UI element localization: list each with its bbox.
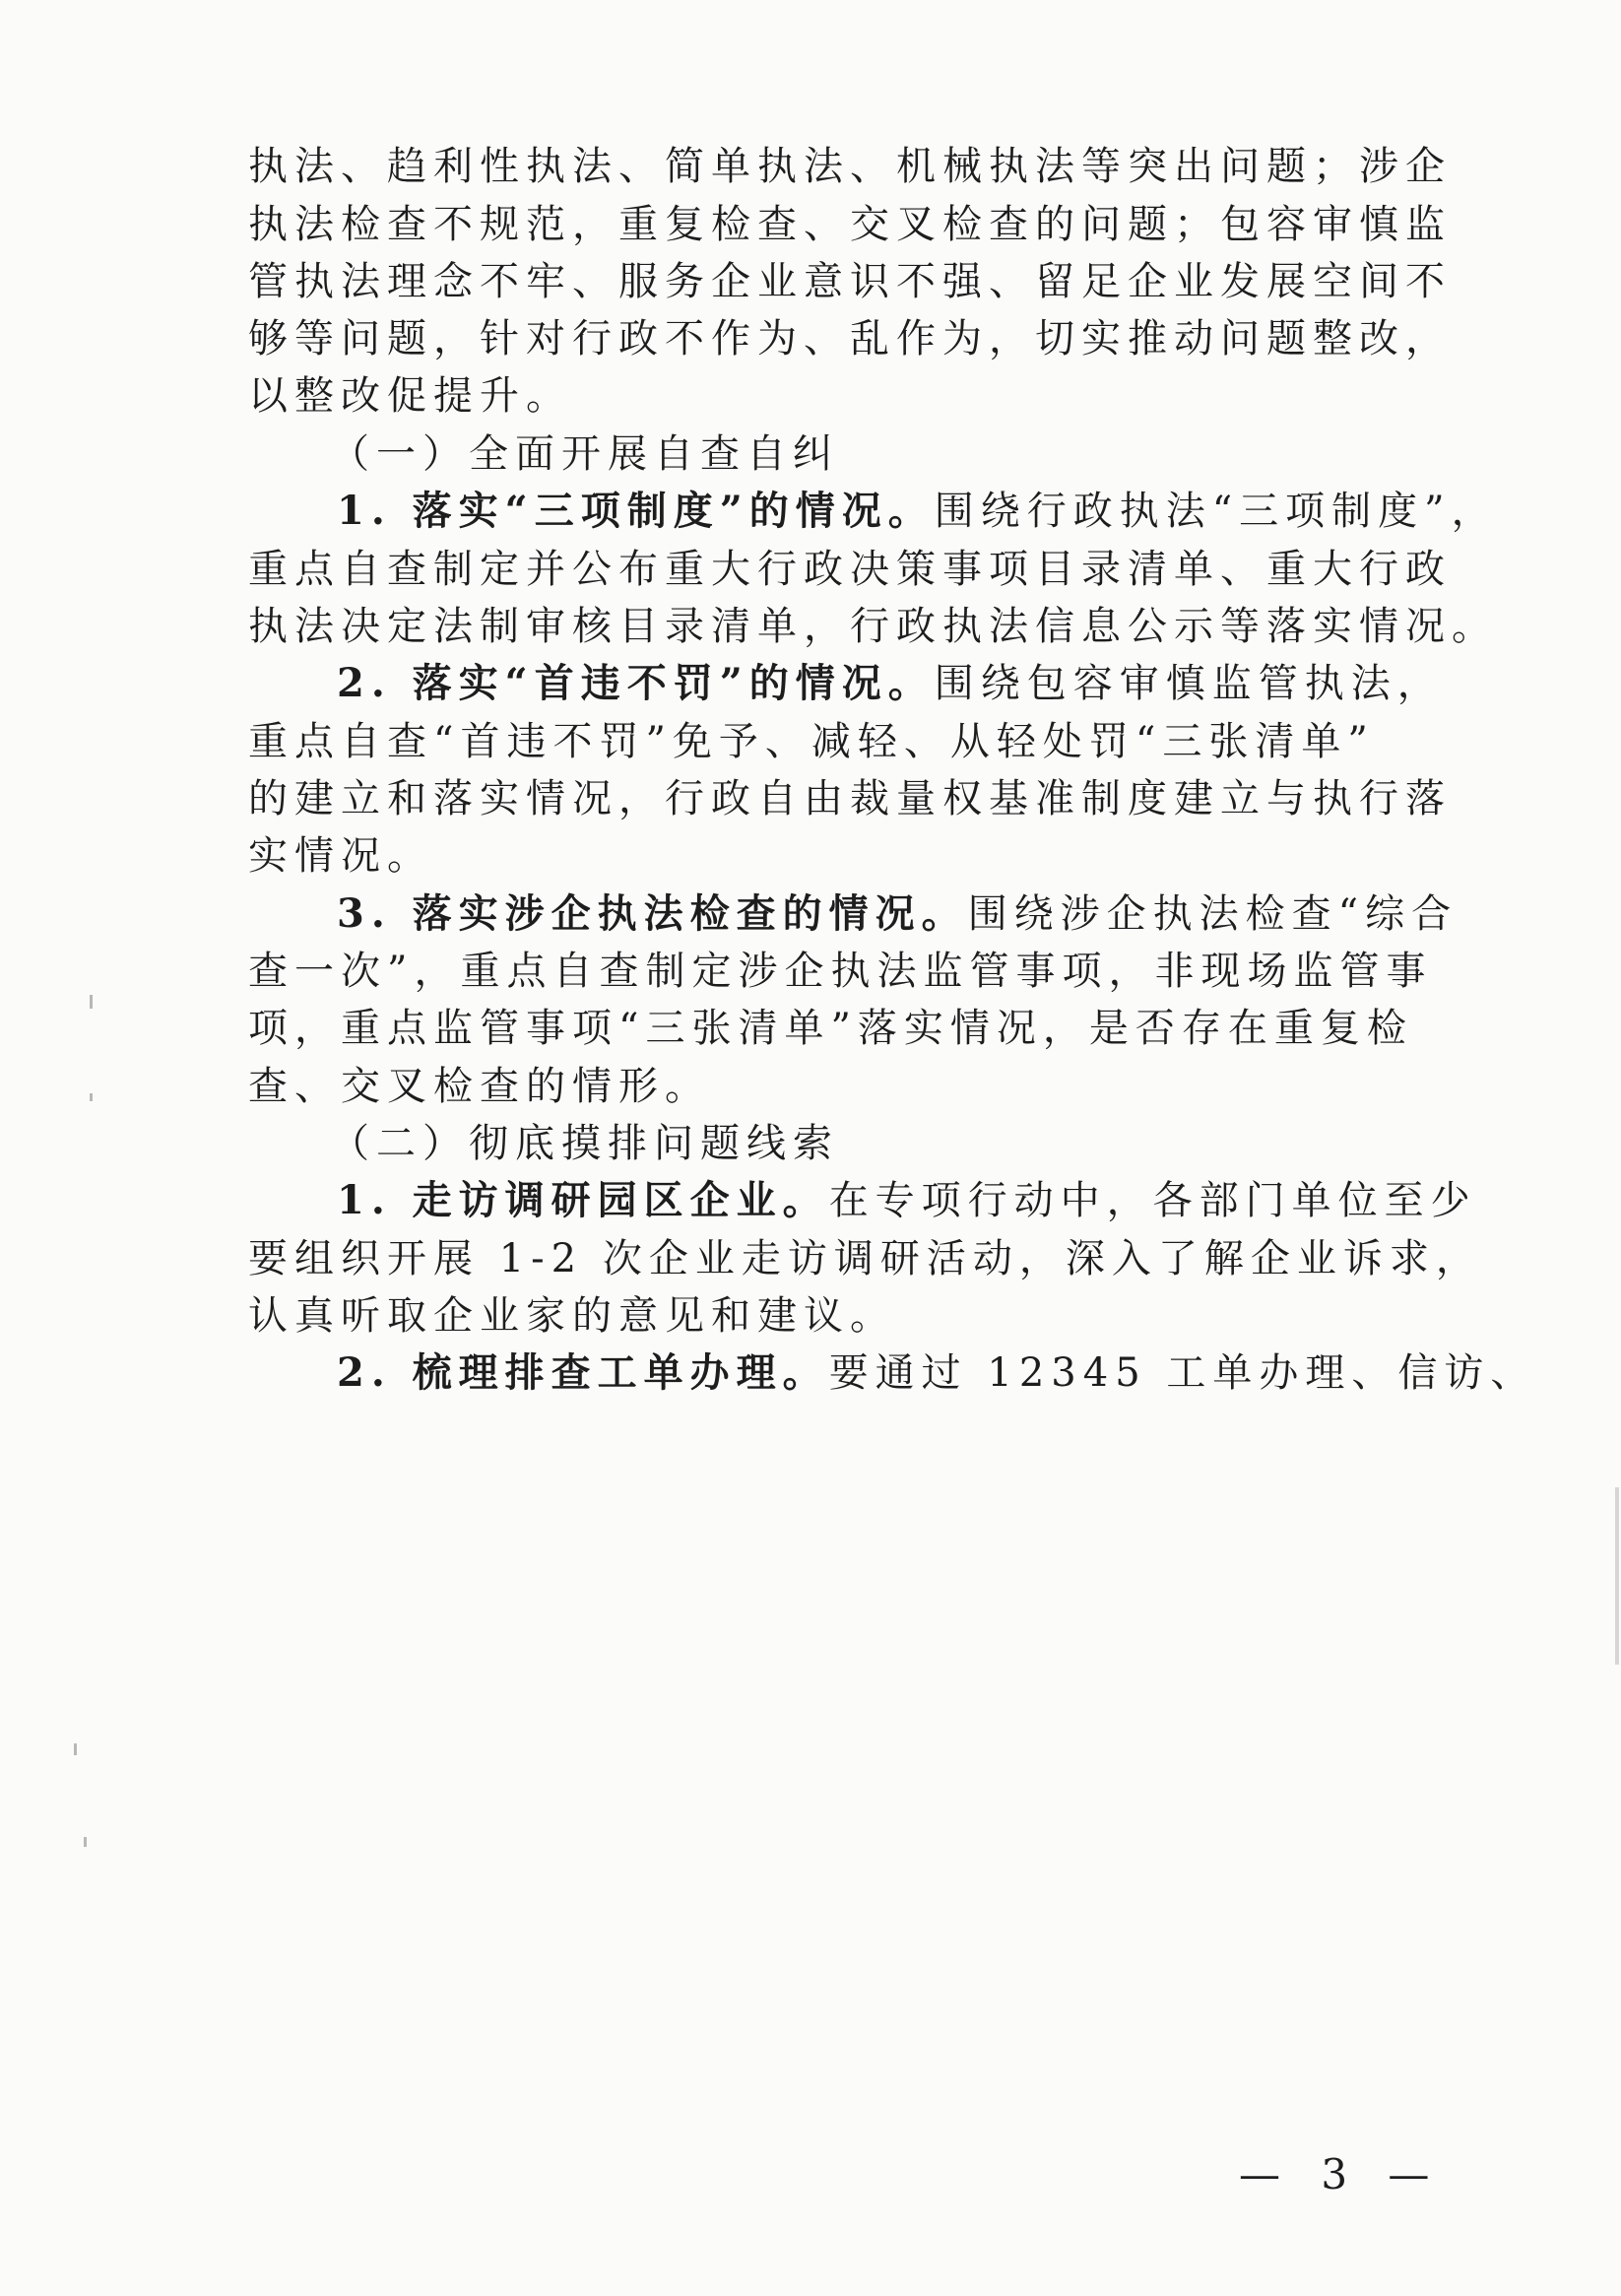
item-work-orders	[337, 1349, 1537, 1397]
item-text: 围绕涉企执法检查“综合	[967, 891, 1459, 937]
scan-mark	[90, 1093, 93, 1101]
body-line: 管执法理念不牢、服务企业意识不强、留足企业发展空间不	[248, 259, 1452, 304]
item-first-violation	[337, 660, 1444, 707]
body-line: 执法、趋利性执法、简单执法、机械执法等突出问题；涉企	[248, 144, 1452, 189]
body-line: 要组织开展 1-2 次企业走访调研活动，深入了解企业诉求，	[248, 1236, 1482, 1281]
item-enterprise-inspection	[337, 890, 1459, 938]
item-text: 要通过 12345 工单办理、信访、	[828, 1350, 1537, 1396]
body-line: 的建立和落实情况，行政自由裁量权基准制度建立与执行落	[248, 776, 1452, 821]
section-heading-self-inspection: （一）全面开展自查自纠	[330, 431, 839, 477]
body-line: 查、交叉检查的情形。	[248, 1064, 711, 1109]
body-line: 重点自查“首违不罚”免予、减轻、从轻处罚“三张清单”	[248, 719, 1375, 764]
body-line: 查一次”，重点自查制定涉企执法监管事项，非现场监管事	[248, 949, 1433, 994]
body-line: 实情况。	[248, 833, 433, 879]
item-text: 围绕行政执法“三项制度”，	[934, 489, 1498, 534]
scan-mark	[1615, 1487, 1619, 1665]
item-heading: 3. 落实涉企执法检查的情况。	[337, 890, 968, 937]
item-text: 围绕包容审慎监管执法，	[934, 661, 1444, 706]
item-heading: 2. 落实“首违不罚”的情况。	[337, 660, 935, 706]
item-text: 在专项行动中，各部门单位至少	[828, 1178, 1477, 1223]
body-line: 以整改促提升。	[248, 373, 572, 419]
body-line: 执法检查不规范，重复检查、交叉检查的问题；包容审慎监	[248, 202, 1452, 247]
body-line: 重点自查制定并公布重大行政决策事项目录清单、重大行政	[248, 547, 1452, 592]
section-heading-clue-investigation: （二）彻底摸排问题线索	[330, 1121, 839, 1166]
item-heading: 1. 落实“三项制度”的情况。	[337, 488, 935, 534]
item-visit-enterprises	[337, 1177, 1477, 1224]
page-number: — 3 —	[1239, 2150, 1444, 2198]
body-line: 认真听取企业家的意见和建议。	[248, 1293, 896, 1339]
scan-mark	[90, 995, 93, 1009]
item-heading: 1. 走访调研园区企业。	[337, 1177, 829, 1223]
item-heading: 2. 梳理排查工单办理。	[337, 1349, 829, 1396]
body-line: 够等问题，针对行政不作为、乱作为，切实推动问题整改，	[248, 316, 1452, 361]
scan-mark	[84, 1837, 87, 1847]
scan-mark	[74, 1743, 77, 1755]
item-three-systems	[337, 488, 1498, 535]
body-line: 执法决定法制审核目录清单，行政执法信息公示等落实情况。	[248, 604, 1498, 649]
body-line: 项，重点监管事项“三张清单”落实情况，是否存在重复检	[248, 1006, 1413, 1051]
